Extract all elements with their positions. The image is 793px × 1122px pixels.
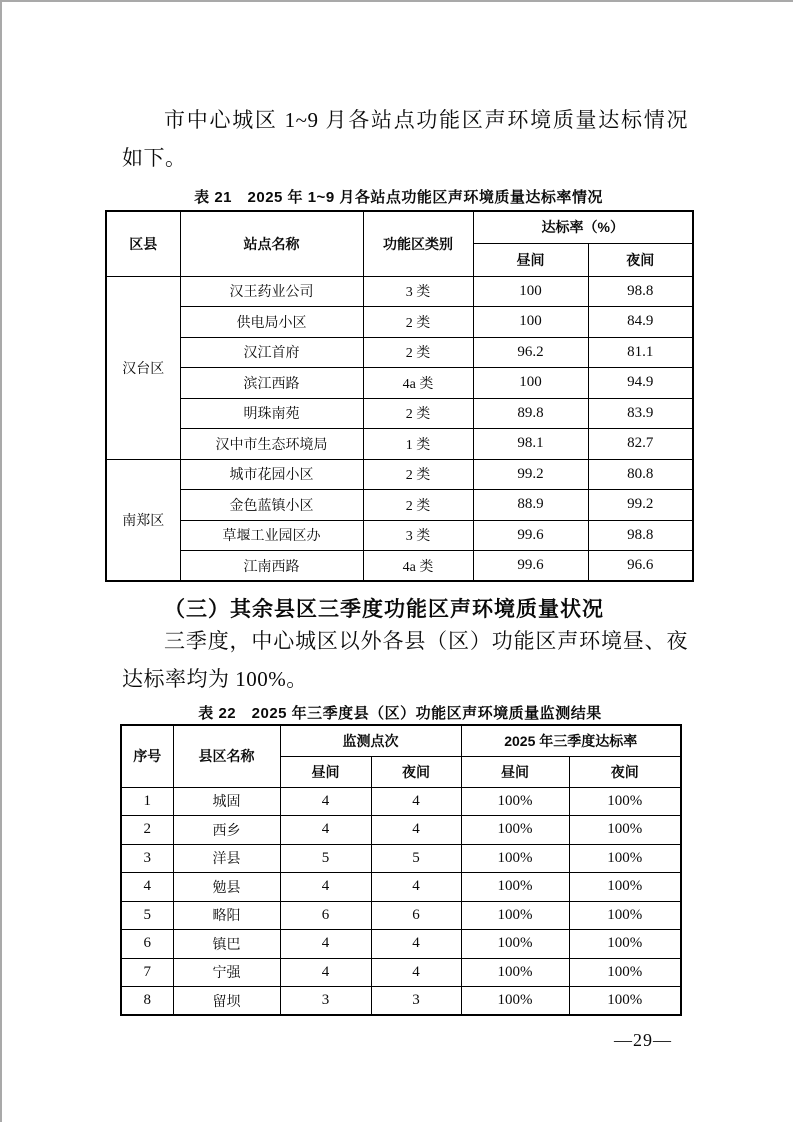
county-row <box>121 958 681 987</box>
night-rate-cell: 82.7 <box>588 429 693 460</box>
station-row <box>106 368 693 399</box>
section-paragraph <box>122 622 688 698</box>
table22-body <box>121 787 681 1015</box>
county-row <box>121 844 681 873</box>
station-row <box>106 490 693 521</box>
station-row <box>106 307 693 338</box>
station-row <box>106 459 693 490</box>
rate-night-cell: 100% <box>569 844 681 873</box>
points-day-cell: 6 <box>280 901 371 930</box>
station-name-cell: 城市花园小区 <box>180 459 363 490</box>
col-header-rate-group: 2025 年三季度达标率 <box>461 725 681 756</box>
col-header-rate-group: 达标率（%） <box>473 211 693 243</box>
paragraph-line: 达标率均为 100%。 <box>122 667 308 691</box>
category-cell: 4a 类 <box>363 551 473 582</box>
rate-day-cell: 100% <box>461 873 569 902</box>
col-header-rate-night: 夜间 <box>569 756 681 787</box>
county-name-cell: 西乡 <box>173 816 280 845</box>
station-name-cell: 汉江首府 <box>180 337 363 368</box>
table21-caption: 表 21 2025 年 1~9 月各站点功能区声环境质量达标率情况 <box>194 189 603 206</box>
night-rate-cell: 96.6 <box>588 551 693 582</box>
station-row <box>106 398 693 429</box>
col-header-station: 站点名称 <box>180 211 363 276</box>
night-rate-cell: 98.8 <box>588 520 693 551</box>
col-header-points-group: 监测点次 <box>280 725 461 756</box>
paragraph-line: 三季度，中心城区以外各县（区）功能区声环境昼、夜 <box>164 629 688 653</box>
index-cell: 3 <box>121 844 173 873</box>
header-row <box>121 725 681 756</box>
rate-day-cell: 100% <box>461 816 569 845</box>
night-rate-cell: 80.8 <box>588 459 693 490</box>
col-header-points-night: 夜间 <box>371 756 461 787</box>
county-name-cell: 略阳 <box>173 901 280 930</box>
points-day-cell: 4 <box>280 787 371 816</box>
header-row <box>106 211 693 243</box>
category-cell: 3 类 <box>363 276 473 307</box>
rate-night-cell: 100% <box>569 787 681 816</box>
day-rate-cell: 99.6 <box>473 551 588 582</box>
category-cell: 3 类 <box>363 520 473 551</box>
night-rate-cell: 98.8 <box>588 276 693 307</box>
index-cell: 5 <box>121 901 173 930</box>
category-cell: 2 类 <box>363 490 473 521</box>
day-rate-cell: 100 <box>473 368 588 399</box>
section-heading: （三）其余县区三季度功能区声环境质量状况 <box>164 597 604 621</box>
rate-day-cell: 100% <box>461 987 569 1016</box>
county-name-cell: 宁强 <box>173 958 280 987</box>
index-cell: 4 <box>121 873 173 902</box>
points-day-cell: 4 <box>280 816 371 845</box>
points-night-cell: 4 <box>371 873 461 902</box>
col-header-county: 县区名称 <box>173 725 280 787</box>
category-cell: 2 类 <box>363 398 473 429</box>
rate-night-cell: 100% <box>569 873 681 902</box>
rate-night-cell: 100% <box>569 958 681 987</box>
col-header-category: 功能区类别 <box>363 211 473 276</box>
category-cell: 2 类 <box>363 459 473 490</box>
station-name-cell: 草堰工业园区办 <box>180 520 363 551</box>
station-row <box>106 551 693 582</box>
station-rate-table <box>105 210 694 582</box>
table21-header <box>106 211 693 276</box>
points-night-cell: 4 <box>371 816 461 845</box>
county-row <box>121 930 681 959</box>
county-row <box>121 816 681 845</box>
index-cell: 7 <box>121 958 173 987</box>
points-night-cell: 5 <box>371 844 461 873</box>
points-day-cell: 4 <box>280 873 371 902</box>
night-rate-cell: 94.9 <box>588 368 693 399</box>
station-row <box>106 337 693 368</box>
rate-day-cell: 100% <box>461 958 569 987</box>
county-monitoring-table <box>120 724 682 1016</box>
county-row <box>121 901 681 930</box>
station-name-cell: 滨江西路 <box>180 368 363 399</box>
county-row <box>121 873 681 902</box>
day-rate-cell: 100 <box>473 276 588 307</box>
table21-body <box>106 276 693 581</box>
day-rate-cell: 99.2 <box>473 459 588 490</box>
station-row <box>106 276 693 307</box>
station-row <box>106 429 693 460</box>
category-cell: 2 类 <box>363 307 473 338</box>
index-cell: 8 <box>121 987 173 1016</box>
station-name-cell: 汉王药业公司 <box>180 276 363 307</box>
points-day-cell: 4 <box>280 930 371 959</box>
station-name-cell: 金色蓝镇小区 <box>180 490 363 521</box>
category-cell: 1 类 <box>363 429 473 460</box>
station-name-cell: 供电局小区 <box>180 307 363 338</box>
table22-header <box>121 725 681 787</box>
col-header-day: 昼间 <box>473 243 588 276</box>
night-rate-cell: 84.9 <box>588 307 693 338</box>
table22-caption: 表 22 2025 年三季度县（区）功能区声环境质量监测结果 <box>198 705 602 722</box>
rate-night-cell: 100% <box>569 901 681 930</box>
county-name-cell: 留坝 <box>173 987 280 1016</box>
night-rate-cell: 81.1 <box>588 337 693 368</box>
county-row <box>121 787 681 816</box>
points-day-cell: 3 <box>280 987 371 1016</box>
col-header-district: 区县 <box>106 211 180 276</box>
category-cell: 4a 类 <box>363 368 473 399</box>
col-header-points-day: 昼间 <box>280 756 371 787</box>
rate-day-cell: 100% <box>461 930 569 959</box>
intro-paragraph <box>122 101 688 177</box>
points-night-cell: 4 <box>371 787 461 816</box>
rate-day-cell: 100% <box>461 901 569 930</box>
points-night-cell: 4 <box>371 958 461 987</box>
paragraph-line: 市中心城区 1~9 月各站点功能区声环境质量达标情况 <box>164 108 688 132</box>
night-rate-cell: 99.2 <box>588 490 693 521</box>
index-cell: 2 <box>121 816 173 845</box>
county-name-cell: 镇巴 <box>173 930 280 959</box>
page-number: —29— <box>614 1030 672 1050</box>
county-name-cell: 勉县 <box>173 873 280 902</box>
day-rate-cell: 88.9 <box>473 490 588 521</box>
rate-day-cell: 100% <box>461 787 569 816</box>
points-day-cell: 5 <box>280 844 371 873</box>
district-cell: 南郑区 <box>106 459 180 581</box>
index-cell: 6 <box>121 930 173 959</box>
county-row <box>121 987 681 1016</box>
station-name-cell: 江南西路 <box>180 551 363 582</box>
rate-night-cell: 100% <box>569 987 681 1016</box>
rate-day-cell: 100% <box>461 844 569 873</box>
rate-night-cell: 100% <box>569 930 681 959</box>
night-rate-cell: 83.9 <box>588 398 693 429</box>
county-name-cell: 洋县 <box>173 844 280 873</box>
points-day-cell: 4 <box>280 958 371 987</box>
district-cell: 汉台区 <box>106 276 180 459</box>
col-header-rate-day: 昼间 <box>461 756 569 787</box>
points-night-cell: 6 <box>371 901 461 930</box>
day-rate-cell: 96.2 <box>473 337 588 368</box>
paragraph-line: 如下。 <box>122 146 187 170</box>
station-row <box>106 520 693 551</box>
day-rate-cell: 99.6 <box>473 520 588 551</box>
col-header-night: 夜间 <box>588 243 693 276</box>
points-night-cell: 4 <box>371 930 461 959</box>
day-rate-cell: 100 <box>473 307 588 338</box>
day-rate-cell: 89.8 <box>473 398 588 429</box>
station-name-cell: 汉中市生态环境局 <box>180 429 363 460</box>
day-rate-cell: 98.1 <box>473 429 588 460</box>
station-name-cell: 明珠南苑 <box>180 398 363 429</box>
category-cell: 2 类 <box>363 337 473 368</box>
points-night-cell: 3 <box>371 987 461 1016</box>
rate-night-cell: 100% <box>569 816 681 845</box>
index-cell: 1 <box>121 787 173 816</box>
col-header-index: 序号 <box>121 725 173 787</box>
county-name-cell: 城固 <box>173 787 280 816</box>
